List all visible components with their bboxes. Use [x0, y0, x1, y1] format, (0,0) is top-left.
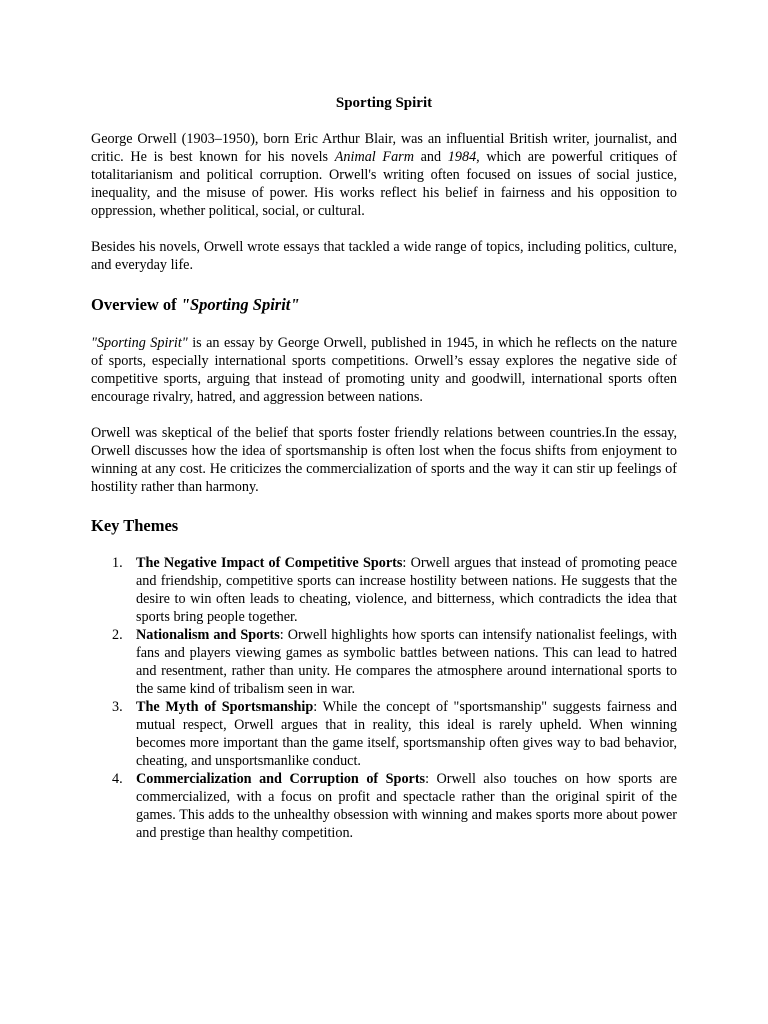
- list-item: [91, 626, 677, 698]
- document-title: Sporting Spirit: [335, 95, 433, 111]
- overview-heading-title: "Sporting Spirit": [180, 295, 300, 314]
- list-item-term: The Negative Impact of Competitive Sports: [136, 555, 403, 571]
- list-item-number: 2.: [112, 627, 123, 643]
- list-item-number: 3.: [112, 699, 123, 715]
- list-item-text: : Orwell highlights how sports can intensify nationalist feelings, with fans and players viewing games as symbolic battles between nations. This can lead to hatred and resentment, rather than unity. He compares the atmosphere around international sports to the same kind of tribalism seen in war.: [136, 627, 677, 697]
- overview-paragraph-1: [91, 334, 677, 406]
- key-themes-heading: Key Themes: [91, 516, 179, 535]
- book-title-animal-farm: Animal Farm: [334, 149, 414, 165]
- intro-text-e: , which are powerful critiques of totalitarianism and political corruption. Orwell's writing often focused on issues of social justice, inequality, and the misuse of power. His works reflect his belief in fairness and his opposition to oppression, whether political, social, or cultural.: [91, 149, 677, 219]
- list-item-term: The Myth of Sportsmanship: [136, 699, 314, 715]
- list-item-text: : While the concept of "sportsmanship" suggests fairness and mutual respect, Orwell argues that in reality, this ideal is rarely upheld. When winning becomes more important than the game itself, sportsmanship often gives way to bad behavior, cheating, and unsportsmanlike conduct.: [136, 699, 677, 769]
- intro-text-c: and: [413, 149, 448, 165]
- list-item-text: : Orwell also touches on how sports are commercialized, with a focus on profit and spectacle rather than the original spirit of the games. This adds to the unhealthy obsession with winning and makes sports more about power and prestige than healthy competition.: [136, 771, 677, 841]
- key-themes-list: [91, 554, 677, 842]
- list-item-term: Commercialization and Corruption of Sports: [136, 771, 426, 787]
- list-item: [91, 770, 677, 842]
- overview-paragraph-2: Orwell was skeptical of the belief that sports foster friendly relations between countries.In the essay, Orwell discusses how the idea of sportsmanship is often lost when the focus shifts from enjoyment to winning at any cost. He criticizes the commercialization of sports and the way it can stir up feelings of hostility rather than harmony.: [91, 425, 677, 495]
- intro-paragraph-2: Besides his novels, Orwell wrote essays that tackled a wide range of topics, including politics, culture, and everyday life.: [91, 239, 677, 273]
- book-title-1984: 1984: [447, 149, 477, 165]
- overview-heading-prefix: Overview of: [91, 295, 181, 314]
- intro-paragraph-1: [91, 130, 677, 220]
- essay-title: "Sporting Spirit": [91, 335, 188, 351]
- document-page: [91, 93, 677, 842]
- intro-text-a: George Orwell (1903–1950), born Eric Arthur Blair, was an influential British writer, journalist, and critic. He is best known for his novels: [91, 131, 677, 165]
- list-item: [91, 698, 677, 770]
- list-item-number: 1.: [112, 555, 123, 571]
- overview-heading: [91, 294, 677, 316]
- list-item-number: 4.: [112, 771, 123, 787]
- list-item: [91, 554, 677, 626]
- overview-paragraph-1-text: is an essay by George Orwell, published in 1945, in which he reflects on the nature of sports, especially international sports competitions. Orwell’s essay explores the negative side of competitive sports, arguing that instead of promoting unity and goodwill, international sports often encourage rivalry, hatred, and aggression between nations.: [91, 335, 677, 405]
- list-item-term: Nationalism and Sports: [136, 627, 280, 643]
- list-item-text: : Orwell argues that instead of promoting peace and friendship, competitive sports can increase hostility between nations. He suggests that the desire to win often leads to cheating, violence, and bitterness, which contradicts the idea that sports bring people together.: [136, 555, 677, 625]
